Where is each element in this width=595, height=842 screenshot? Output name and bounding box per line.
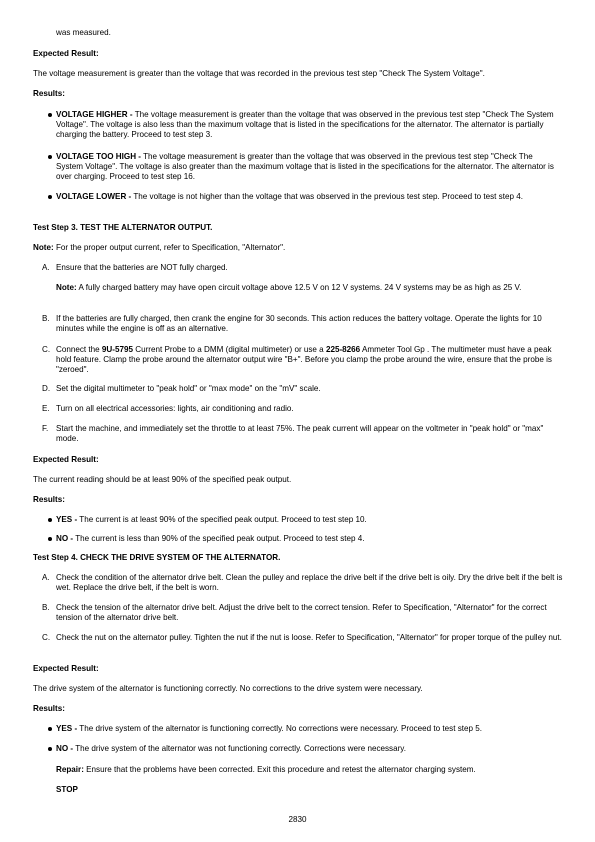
step-4c-text: Check the nut on the alternator pulley. Tighten the nut if the nut is loose. Refer to Specification, "Alternator" for proper torque of the pulley nut.: [56, 633, 562, 642]
stop-label: STOP: [56, 785, 78, 794]
result-yes: [56, 724, 556, 734]
step-letter: C.: [42, 633, 51, 642]
expected-result-text: The current reading should be at least 90% of the specified peak output.: [33, 475, 292, 484]
test-step-4-title: Test Step 4. CHECK THE DRIVE SYSTEM OF THE ALTERNATOR.: [33, 553, 281, 562]
step-letter: B.: [42, 314, 50, 323]
test-step-3-title: Test Step 3. TEST THE ALTERNATOR OUTPUT.: [33, 223, 213, 232]
step-letter: E.: [42, 404, 50, 413]
result-no: [56, 534, 556, 544]
bullet-icon: [48, 113, 52, 117]
note-label: Note:: [56, 283, 77, 292]
results-heading: Results:: [33, 89, 65, 98]
part-number: 9U-5795: [101, 345, 133, 354]
continued-text: was measured.: [56, 28, 111, 37]
result-no: [56, 744, 556, 754]
bullet-icon: [48, 727, 52, 731]
note-label: Note:: [33, 243, 54, 252]
result-text: The drive system of the alternator was not functioning correctly. Corrections were necessary.: [75, 744, 406, 753]
result-voltage-lower: [56, 192, 556, 202]
step-3d-text: Set the digital multimeter to "peak hold" or "max mode" on the "mV" scale.: [56, 384, 321, 393]
step-letter: C.: [42, 345, 51, 354]
note-text: For the proper output current, refer to Specification, "Alternator".: [55, 243, 286, 252]
result-voltage-too-high: [56, 152, 556, 182]
step-letter: A.: [42, 263, 50, 272]
result-label: YES -: [56, 724, 78, 733]
repair-label: Repair:: [56, 765, 84, 774]
results-heading: Results:: [33, 704, 65, 713]
step-3f-text: Start the machine, and immediately set the throttle to at least 75%. The peak current will appear on the voltmeter in "peak hold" or "max" mode.: [56, 424, 544, 443]
expected-result-heading: Expected Result:: [33, 49, 99, 58]
result-voltage-higher: [56, 110, 556, 140]
results-heading: Results:: [33, 495, 65, 504]
note-text: A fully charged battery may have open circuit voltage above 12.5 V on 12 V systems. 24 V systems may be as high as 25 V.: [78, 283, 522, 292]
step-3b-text: If the batteries are fully charged, then crank the engine for 30 seconds. This action reduces the battery voltage. Operate the lights for 10 minutes while the engine is off as an alternative.: [56, 314, 542, 333]
repair-instruction: [56, 765, 556, 775]
result-label: NO -: [56, 534, 74, 543]
result-text: The voltage measurement is greater than the voltage that was observed in the previous test step "Check The System Voltage". The voltage is also less than the maximum voltage that is listed in the specifications for the alternator. The alternator is partially charging the battery. Proceed to test step 3.: [56, 110, 554, 139]
test-step-3-note: [33, 243, 285, 253]
bullet-icon: [48, 747, 52, 751]
result-text: The current is at least 90% of the specified peak output. Proceed to test step 10.: [79, 515, 367, 524]
part-number: 225-8266: [325, 345, 361, 354]
step-letter: D.: [42, 384, 51, 393]
step-3c-text: Connect the 9U-5795 Current Probe to a DMM (digital multimeter) or use a 225-8266 Ammeter Tool Gp . The multimeter must have a peak hold feature. Clamp the probe around the alternator output wire "B+". Before you clamp the probe around the wire, ensure that the probe is "zeroed".: [56, 345, 552, 374]
bullet-icon: [48, 518, 52, 522]
bullet-icon: [48, 155, 52, 159]
result-label: YES -: [56, 515, 78, 524]
step-4a-text: Check the condition of the alternator drive belt. Clean the pulley and replace the drive belt if the drive belt is oily. Dry the drive belt if the belt is wet. Replace the drive belt, if the belt is worn.: [56, 573, 563, 592]
repair-text: Ensure that the problems have been corrected. Exit this procedure and retest the alternator charging system.: [86, 765, 476, 774]
result-text: The drive system of the alternator is functioning correctly. No corrections were necessary. Proceed to test step 5.: [79, 724, 483, 733]
expected-result-text: The voltage measurement is greater than the voltage that was recorded in the previous test step "Check The System Voltage".: [33, 69, 485, 78]
result-yes: [56, 515, 556, 525]
bullet-icon: [48, 537, 52, 541]
result-text: The current is less than 90% of the specified peak output. Proceed to test step 4.: [75, 534, 365, 543]
result-label: NO -: [56, 744, 74, 753]
result-text: The voltage measurement is greater than the voltage that was observed in the previous test step "Check The System Voltage". The voltage is also greater than the maximum voltage that is listed in the specifications for the alternator. The alternator is over charging. Proceed to test step 16.: [56, 152, 554, 181]
result-label: VOLTAGE TOO HIGH -: [56, 152, 141, 161]
expected-result-text: The drive system of the alternator is functioning correctly. No corrections to the drive system were necessary.: [33, 684, 423, 693]
step-3e-text: Turn on all electrical accessories: lights, air conditioning and radio.: [56, 404, 294, 413]
step-letter: B.: [42, 603, 50, 612]
expected-result-heading: Expected Result:: [33, 455, 99, 464]
step-3a-note: [56, 283, 556, 293]
bullet-icon: [48, 195, 52, 199]
step-letter: F.: [42, 424, 49, 433]
step-4b-text: Check the tension of the alternator drive belt. Adjust the drive belt to the correct tension. Refer to Specification, "Alternator" for the correct tension of the alternator drive belt.: [56, 603, 547, 622]
result-label: VOLTAGE LOWER -: [56, 192, 132, 201]
step-3a-text: Ensure that the batteries are NOT fully charged.: [56, 263, 228, 272]
result-label: VOLTAGE HIGHER -: [56, 110, 133, 119]
step-letter: A.: [42, 573, 50, 582]
page-number: 2830: [288, 815, 307, 824]
expected-result-heading: Expected Result:: [33, 664, 99, 673]
result-text: The voltage is not higher than the voltage that was observed in the previous test step. Proceed to test step 4.: [133, 192, 523, 201]
